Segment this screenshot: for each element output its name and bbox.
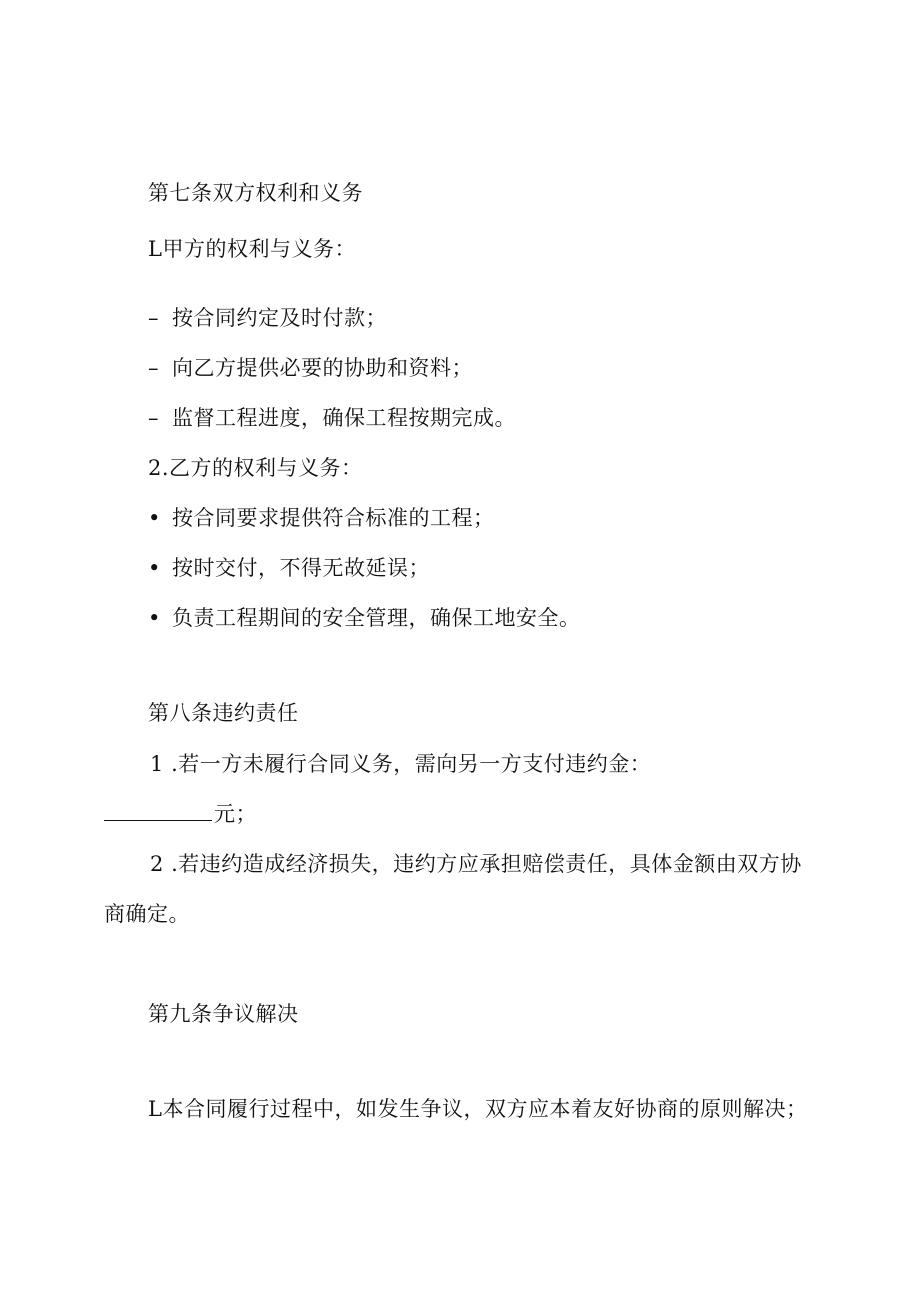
article-8-clause-2 <box>150 850 802 878</box>
dash-marker: – <box>148 356 159 380</box>
amount-suffix: 元； <box>214 802 257 826</box>
party-a-item <box>148 404 516 432</box>
article-8-clause-1 <box>150 750 651 778</box>
article-7-heading: 第七条双方权利和义务 <box>148 181 363 205</box>
party-b-title: 2.乙方的权利与义务： <box>148 456 363 480</box>
bullet-marker: • <box>148 606 161 630</box>
party-a-item <box>148 304 387 332</box>
dash-marker: – <box>148 406 159 430</box>
penalty-amount-line <box>104 800 257 828</box>
amount-blank <box>104 802 212 821</box>
clause-number: 2 <box>150 852 164 876</box>
party-a-title: L甲方的权利与义务： <box>148 237 356 261</box>
party-a-item-text: 向乙方提供必要的协助和资料； <box>172 356 473 380</box>
party-b-item-text: 按合同要求提供符合标准的工程； <box>172 506 495 530</box>
article-8-heading: 第八条违约责任 <box>148 701 299 725</box>
party-b-item <box>148 604 581 632</box>
clause-text: .若一方未履行合同义务，需向另一方支付违约金： <box>171 752 652 776</box>
bullet-marker: • <box>148 506 161 530</box>
party-a-item <box>148 354 473 382</box>
clause-number: 1 <box>150 752 164 776</box>
party-a-item-text: 按合同约定及时付款； <box>172 306 387 330</box>
party-b-item-text: 按时交付，不得无故延误； <box>172 556 430 580</box>
party-a-item-text: 监督工程进度，确保工程按期完成。 <box>172 406 516 430</box>
article-8-clause-2-continuation: 商确定。 <box>104 902 190 926</box>
dash-marker: – <box>148 306 159 330</box>
article-9-clause-1: L本合同履行过程中，如发生争议，双方应本着友好协商的原则解决； <box>148 1097 808 1121</box>
party-b-item <box>148 554 430 582</box>
clause-text: .若违约造成经济损失，违约方应承担赔偿责任，具体金额由双方协 <box>171 852 802 876</box>
party-b-item <box>148 504 495 532</box>
party-b-item-text: 负责工程期间的安全管理，确保工地安全。 <box>172 606 581 630</box>
bullet-marker: • <box>148 556 161 580</box>
article-9-heading: 第九条争议解决 <box>148 1002 299 1026</box>
